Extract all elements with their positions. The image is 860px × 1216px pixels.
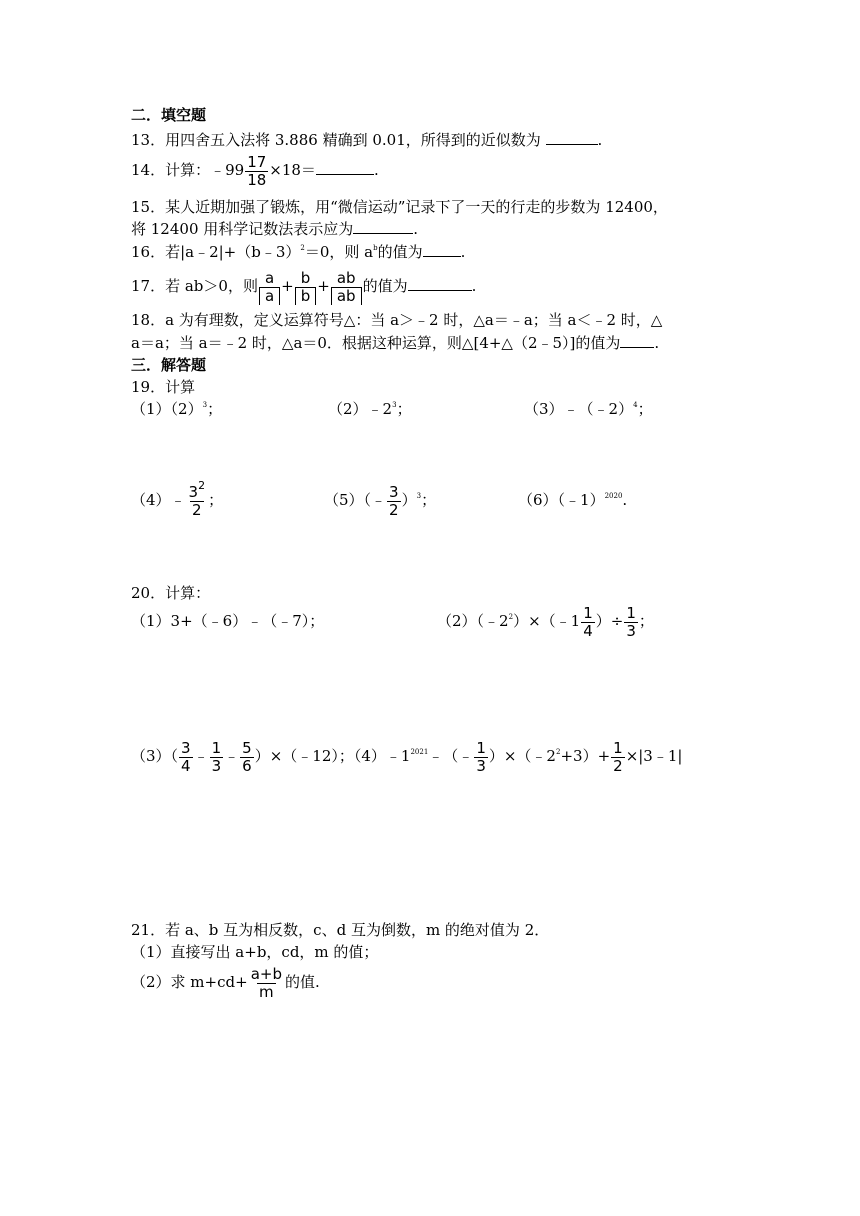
q14-fraction	[245, 154, 268, 189]
q14-frac-den: 18	[247, 170, 267, 189]
q19-p5-fraction	[387, 484, 401, 519]
q19-p4-num: 3	[188, 482, 199, 501]
q14-number: 14．	[131, 161, 166, 179]
q17-f3-num: ab	[336, 268, 356, 287]
q20-p3-fraction-3	[240, 740, 254, 775]
q19-part-3	[524, 399, 653, 419]
q21-num: a+b	[250, 964, 282, 983]
q17-fraction-1	[259, 270, 280, 305]
q15-line2-text: 将 12400 用科学记数法表示应为	[131, 220, 354, 238]
q17-end: .	[471, 277, 477, 295]
q19-p6-exp: 2020	[604, 492, 623, 500]
q13-answer-blank	[546, 143, 598, 145]
q18-answer-blank	[620, 346, 654, 348]
q21-den: m	[259, 982, 274, 1001]
q19-part-6	[518, 480, 627, 520]
q17-plus-1: +	[281, 277, 294, 295]
q20-p2-b: ）×（﹣1	[513, 612, 581, 630]
q20-p2-a: （2）（﹣2	[437, 612, 509, 630]
question-18-line2	[131, 333, 659, 353]
question-17	[131, 266, 476, 306]
q19-p4-text: （4）﹣	[131, 491, 186, 509]
q20-p4-a: （4）﹣1	[353, 747, 411, 765]
q14-post: ×18＝	[269, 161, 316, 179]
q13-end: .	[597, 131, 603, 149]
q20-p2-den: 4	[583, 621, 593, 640]
q20-p2-den2: 3	[626, 621, 636, 640]
q17-answer-blank	[408, 289, 472, 291]
q20-p2-end: ；	[638, 612, 654, 630]
q17-fraction-2	[295, 270, 317, 305]
q19-p3-text: （3）﹣（﹣2）	[524, 400, 634, 418]
q20-p4-den2: 2	[613, 756, 623, 775]
q19-p1-end: ；	[207, 400, 223, 418]
question-15-line2	[131, 219, 418, 239]
question-15-line1: 15．某人近期加强了锻炼，用“微信运动”记录下了一天的行走的步数为 12400，	[131, 198, 668, 216]
q20-p3-den3: 6	[242, 756, 252, 775]
q20-p3-minus1: ﹣	[193, 747, 209, 765]
q15-end: .	[413, 220, 419, 238]
q17-f3-den: ab	[331, 287, 362, 305]
q19-p5-exp: 3	[416, 492, 422, 500]
q20-p3-fraction-1	[179, 740, 193, 775]
q20-p3-b: ）×（﹣12）；	[254, 747, 354, 765]
q21-line1: 21．若 a、b 互为相反数，c、d 互为倒数，m 的绝对值为 2．	[131, 921, 550, 939]
q20-p2-fraction-2	[624, 605, 638, 640]
q21-p3-a: （2）求 m+cd+	[131, 973, 248, 991]
q20-p3-num3: 5	[242, 738, 252, 757]
q19-p5-num: 3	[389, 482, 399, 501]
question-13	[131, 130, 602, 150]
q19-part-1	[131, 399, 222, 419]
q20-p4-exp2: 2	[555, 748, 561, 756]
q17-plus-2: +	[317, 277, 330, 295]
question-14	[131, 150, 379, 190]
q19-p5-den: 2	[389, 500, 399, 519]
q21-p3-b: 的值.	[284, 973, 320, 991]
q20-p4-fraction-1	[474, 740, 488, 775]
q20-p3-den1: 4	[181, 756, 191, 775]
q20-part-3-4	[131, 736, 682, 776]
q19-part-2	[328, 399, 412, 419]
q16-post: 的值为	[377, 243, 423, 261]
q20-p3-fraction-2	[210, 740, 224, 775]
q19-p2-text: （2）﹣2	[328, 400, 393, 418]
q16-mid: ＝0，则 a	[304, 243, 374, 261]
q13-text: 用四舍五入法将 3.886 精确到 0.01，所得到的近似数为	[165, 131, 546, 149]
q17-fraction-3	[331, 270, 362, 305]
q20-p3-den2: 3	[211, 756, 222, 775]
q20-p4-num2: 1	[613, 738, 623, 757]
q17-post: 的值为	[362, 277, 408, 295]
q20-p4-exp: 2021	[410, 748, 429, 756]
q19-p4-num-exp: 2	[198, 478, 206, 492]
q21-fraction	[249, 966, 284, 1001]
q16-exponent: 2	[300, 244, 305, 252]
q20-p2-exp: 2	[508, 613, 514, 621]
q16-answer-blank	[423, 255, 461, 257]
q17-f2-num: b	[300, 268, 311, 287]
q19-p2-exp: 3	[392, 401, 397, 409]
q18-line2-text: a＝a；当 a＝﹣2 时，△a＝0．根据这种运算，则△[4+△（2﹣5）]的值为	[131, 334, 621, 352]
q20-p4-num: 1	[476, 738, 486, 757]
q20-p4-f: ×|3﹣1|	[625, 747, 683, 765]
q20-p4-c: ）×（﹣2	[488, 747, 556, 765]
section-solve-heading: 三．解答题	[131, 356, 207, 374]
q20-p4-den: 3	[476, 756, 486, 775]
q16-pre: 16．若|a﹣2|+（b﹣3）	[131, 243, 301, 261]
q14-end: .	[373, 161, 379, 179]
q19-part-4	[131, 480, 223, 520]
q20-p4-b: ﹣（﹣	[428, 747, 474, 765]
q20-p2-num2: 1	[626, 603, 636, 622]
question-18-line1: 18．a 为有理数，定义运算符号△：当 a＞﹣2 时，△a＝﹣a；当 a＜﹣2 时，△	[131, 311, 663, 329]
q13-number: 13．	[131, 131, 166, 149]
q20-part-2	[437, 601, 654, 641]
q17-f1-num: a	[264, 268, 275, 287]
q14-frac-num: 17	[247, 152, 267, 171]
q20-p2-c: ）÷	[595, 612, 624, 630]
q20-p3-a: （3）（	[131, 747, 179, 765]
q19-p4-den: 2	[192, 500, 202, 519]
q15-answer-blank	[353, 232, 413, 234]
q21-line2: （1）直接写出 a+b，cd，m 的值；	[131, 943, 379, 961]
q17-f1-den: a	[259, 287, 280, 305]
q16-exponent-b: b	[373, 244, 378, 252]
q20-p3-minus2: ﹣	[224, 747, 240, 765]
q16-end: .	[460, 243, 466, 261]
q19-title: 19．计算	[131, 378, 196, 396]
q19-p2-end: ；	[396, 400, 412, 418]
q19-p1-exp: 3	[202, 401, 208, 409]
q19-p3-end: ；	[637, 400, 653, 418]
q19-p4-fraction	[187, 478, 208, 519]
q19-p5-end: ；	[421, 491, 437, 509]
q19-p6-end: .	[622, 491, 628, 509]
q20-p3-num2: 1	[211, 738, 222, 757]
q19-p5-close: ）	[401, 491, 417, 509]
q19-p1-text: （1）（2）	[131, 400, 203, 418]
q18-end: .	[654, 334, 660, 352]
q19-part-5	[324, 480, 436, 520]
q20-p4-d: +3）+	[560, 747, 611, 765]
q20-title: 20．计算：	[131, 584, 211, 602]
q20-p3-num1: 3	[181, 738, 191, 757]
q20-p2-num: 1	[583, 603, 593, 622]
q19-p5-text: （5）（﹣	[324, 491, 387, 509]
q20-part-1: （1）3+（﹣6）﹣（﹣7）；	[131, 612, 325, 630]
section-fill-blank-heading: 二．填空题	[131, 106, 207, 124]
q14-pre: 计算：﹣99	[165, 161, 245, 179]
q19-p3-exp: 4	[633, 401, 638, 409]
q19-p6-text: （6）（﹣1）	[518, 491, 605, 509]
q17-f2-den: b	[295, 287, 317, 305]
q17-pre: 17．若 ab＞0，则	[131, 277, 258, 295]
q19-p4-end: ；	[208, 491, 224, 509]
q21-line3	[131, 962, 320, 1002]
q20-p2-fraction-1	[581, 605, 595, 640]
q14-answer-blank	[316, 173, 374, 175]
q20-p4-fraction-2	[611, 740, 625, 775]
question-16	[131, 242, 465, 262]
